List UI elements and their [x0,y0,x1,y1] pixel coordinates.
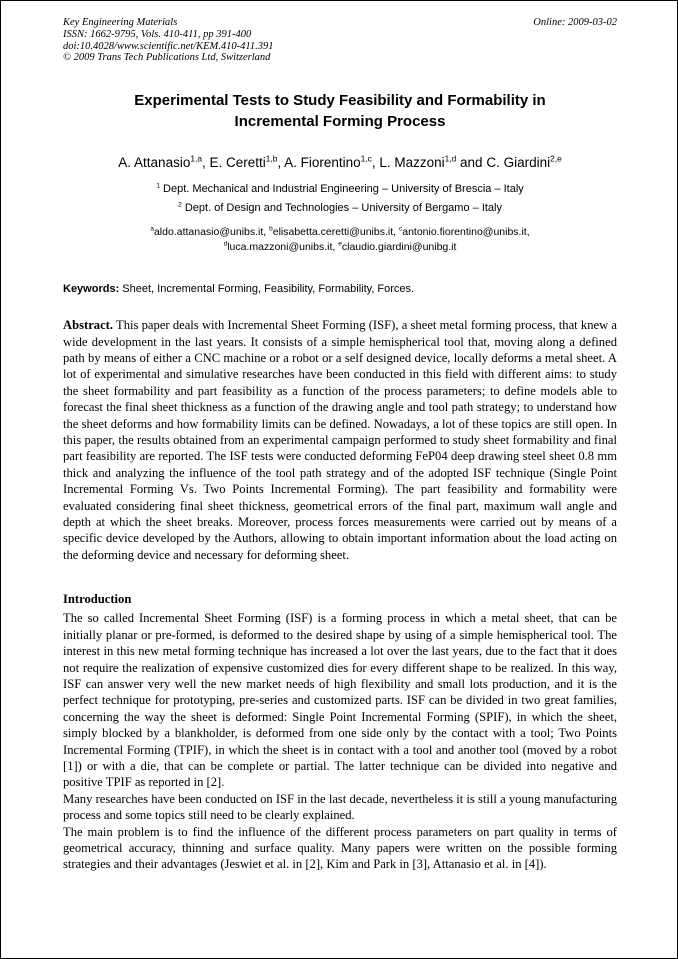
affiliation-line [63,202,617,214]
copyright-line: © 2009 Trans Tech Publications Ltd, Switzerland [63,52,271,64]
abstract [63,317,617,563]
author-separator: , [201,155,210,171]
author-superscript: 1,a [190,153,202,164]
paragraph: The so called Incremental Sheet Forming (ISF) is a forming process in which a metal sheet, that can be initially planar or pre-formed, is deformed to the desired shape by using of a simple hemispherical tool. The interest in this new metal forming technique has increased a lot over the last years, due to the fact that it does not require the realization of expensive customized dies for every different shape to be realized. In this way, ISF can answer very well the new market needs of high flexibility and small lots production, and it is the perfect technique for prototyping, pre-series and customized parts. ISF can be divided in two great families, concerning the way the sheet is deformed: Single Point Incremental Forming (SPIF), in which the sheet, simply blocked by a blankholder, is deformed from one side only by the contact with a tool; Two Points Incremental Forming (TPIF), in which the sheet is in contact with a tool and another tool (moved by a robot [1]) or with a die, that can be complete or partial. The latter technique can be divided into negative and positive TPIF as reported in [2]. [63,611,617,790]
author-superscript: 1,d [444,153,457,164]
paragraph: Many researches have been conducted on ISF in the last decade, nevertheless it is still a young manufacturing process and some topics still need to be clearly explained. [63,791,617,823]
email-superscript: c [398,225,403,233]
author-superscript: 1,c [360,153,372,164]
author-name: A. Attanasio [118,155,191,171]
abstract-text: This paper deals with Incremental Sheet Forming (ISF), a sheet metal forming process, that knew a wide development in the last years. It consists of a simple hemispherical tool that, moving along a defined path by means of either a CNC machine or a robot or a self designed device, locally deforms a metal sheet. A lot of experimental and simulative researches have been conducted in this field with different aims: to study the sheet formability and part feasibility as a function of the process parameters; to define models able to forecast the final sheet thickness as a function of the drawing angle and tool path strategy; to understand how the sheet deforms and how formability limits can be defined. Nowadays, a lot of these topics are still open. In this paper, the results obtained from an experimental campaign performed to study sheet formability and final part feasibility are reported. The ISF tests were conducted deforming FeP04 deep drawing steel sheet 0.8 mm thick and analyzing the influence of the tool path strategy and of the adopted ISF technique (Single Point Incremental Forming Vs. Two Points Incremental Forming). The part feasibility and formability were evaluated considering final sheet thickness, geometrical errors of the final part, maximum wall angle and depth at which the sheet breaks. Moreover, process forces measurements were carried out by means of a specific device developed by the Authors, allowing to obtain important information about the load acting on the deforming device and necessary for deforming sheet. [63,318,617,562]
affiliation-line [63,183,617,195]
authors-line [63,155,617,170]
keywords-text: Sheet, Incremental Forming, Feasibility, Formability, Forces. [119,283,415,296]
email-superscript: a [150,225,154,233]
online-date: Online: 2009-03-02 [533,17,617,28]
author-separator: , [371,155,380,171]
issn-line: ISSN: 1662-9795, Vols. 410-411, pp 391-400 [63,28,252,40]
doi-line: doi:10.4028/www.scientific.net/KEM.410-411.391 [63,40,274,52]
keywords-label: Keywords: [63,283,120,296]
author-name: A. Fiorentino [284,155,361,171]
email-address: claudio.giardini@unibg.it [341,240,457,253]
paragraph: The main problem is to find the influence of the different process parameters on part quality in terms of geometrical accuracy, thinning and surface quality. Many papers were written on the possible forming strategies and their advantages (Jeswiet et al. in [2], Kim and Park in [3], Attanasio et al. in [4]). [63,824,617,872]
email-superscript: d [223,240,228,248]
email-superscript: b [269,225,273,233]
author-separator: , [277,155,285,171]
journal-name: Key Engineering Materials [63,17,178,28]
email-address: luca.mazzoni@unibs.it, [227,240,339,253]
author-superscript: 1,b [265,153,278,164]
affiliation-superscript: 1 [156,182,160,190]
affiliation-text: Dept. of Design and Technologies – University of Bergamo – Italy [181,202,502,215]
section-heading-introduction: Introduction [63,592,132,607]
author-name: L. Mazzoni [379,155,445,171]
author-superscript: 2,e [550,153,562,164]
author-name: C. Giardini [486,155,551,171]
page-header [63,17,617,64]
email-line [63,240,617,255]
publication-info [63,17,273,64]
author-separator: and [456,155,487,171]
email-line [63,225,617,240]
affiliation-superscript: 2 [178,201,182,209]
email-address: antonio.fiorentino@unibs.it, [402,226,530,239]
keywords-line [63,283,617,295]
email-address: aldo.attanasio@unibs.it, [153,226,270,239]
author-name: E. Ceretti [209,155,266,171]
affiliation-text: Dept. Mechanical and Industrial Engineering – University of Brescia – Italy [160,183,524,196]
email-superscript: e [338,240,342,248]
author-emails [63,225,617,254]
email-address: elisabetta.ceretti@unibs.it, [272,226,399,239]
abstract-label: Abstract. [63,318,114,333]
paper-title: Experimental Tests to Study Feasibility and Formability in Incremental Forming Process [134,92,546,131]
